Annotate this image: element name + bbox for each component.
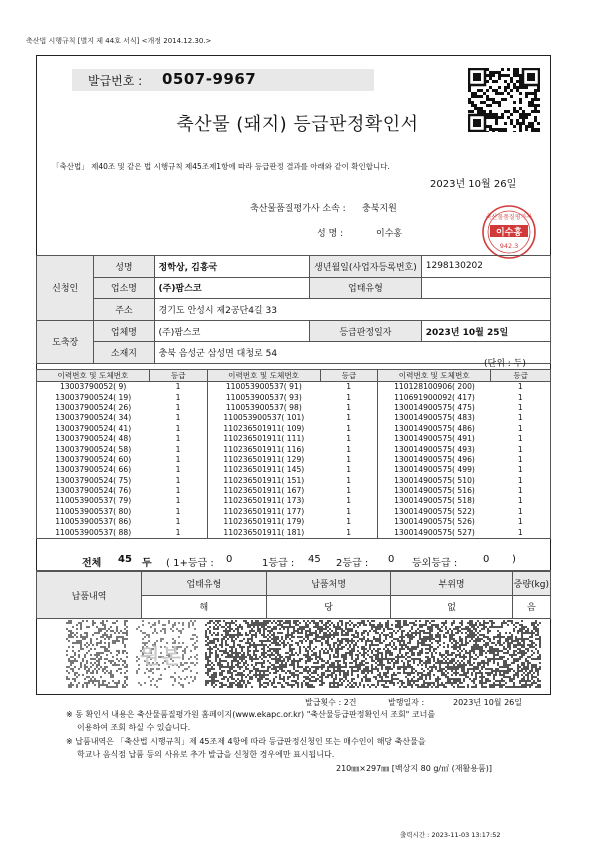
issue-number-label: 발급번호 :: [88, 74, 143, 88]
grade-cell: 1: [346, 402, 352, 412]
trace-number-cell: 110236501911( 109): [207, 424, 320, 434]
grade-cell: 1: [491, 527, 551, 538]
table-row: [37, 392, 551, 402]
issue-number: 0507-9967: [162, 70, 257, 88]
grade-cell: 1: [491, 382, 551, 393]
sh-company: (주)팜스코: [154, 320, 310, 342]
grade-cell: 1: [175, 434, 181, 444]
issue-date-label: 발행일자 :: [388, 698, 425, 707]
trace-number-cell: 130037900524( 60): [37, 455, 150, 465]
evaluator-name: 이수홍: [376, 229, 403, 239]
outgrade-value: 0: [483, 554, 490, 565]
delivery-value: 음: [512, 595, 550, 619]
grade-cell: 1: [175, 486, 181, 496]
grading-date: 2023년 10월 25일: [421, 320, 550, 342]
grade-cell: 1: [346, 486, 352, 496]
trace-number-cell: 110053900537( 101): [207, 413, 320, 423]
sh-company-label: 업체명: [94, 320, 154, 342]
grade-cell: 1: [346, 413, 352, 423]
grade-cell: 1: [491, 444, 551, 454]
grade-cell: 1: [320, 527, 378, 538]
total-unit: 두: [142, 558, 152, 569]
note1-line1: ※ 동 확인서 내용은 축산물품질평가원 홈페이지(www.ekapc.or.kr) "축산물등급판정확인서 조회" 코너를: [66, 710, 436, 719]
table-row: [37, 527, 551, 538]
grade-cell: 1: [175, 454, 181, 464]
grade-cell: 1: [491, 465, 551, 475]
grade1-value: 45: [308, 554, 321, 565]
document-title: 축산물 (돼지) 등급판정확인서: [176, 114, 419, 135]
grade-cell: 1: [491, 424, 551, 434]
table-row: [37, 486, 551, 496]
note2-line2: 학교나 음식점 납품 등의 사유로 추가 발급을 신청한 경우에만 표시됩니다.: [77, 750, 335, 759]
seal-name: 이수홍: [495, 228, 523, 238]
trace-number-cell: 110053900537( 93): [207, 392, 320, 402]
original-copy-mark: 원본: [140, 644, 183, 668]
issue-count: 발급횟수 : 2건: [305, 698, 357, 707]
grade-cell: 1: [175, 475, 181, 485]
delivery-header-biztype: 업태유형: [142, 572, 267, 596]
grade-cell: 1: [491, 434, 551, 444]
print-time: 출력시간 : 2023-11-03 13:17:52: [400, 831, 501, 839]
table-row: [37, 382, 551, 393]
trace-number-cell: 110053900537( 80): [37, 507, 150, 517]
list-header-trace: 이력번호 및 도체번호: [207, 370, 320, 382]
trace-number-cell: 130014900575( 526): [378, 517, 491, 527]
trace-number-cell: 130037900524( 76): [37, 486, 150, 496]
trace-number-cell: 130014900575( 510): [378, 476, 491, 486]
grade-cell: 1: [175, 413, 181, 423]
trace-number-cell: 130014900575( 483): [378, 413, 491, 423]
table-row: [37, 424, 551, 434]
trace-number-cell: 130037900524( 26): [37, 403, 150, 413]
grade2-label: 2등급 :: [336, 558, 369, 569]
list-header-grade: 등급: [491, 370, 551, 382]
trace-number-cell: 130014900575( 475): [378, 403, 491, 413]
trace-number-cell: 110236501911( 145): [207, 465, 320, 475]
address-label: 주소: [94, 299, 154, 321]
delivery-value: 없: [391, 595, 512, 619]
delivery-value: 해: [142, 595, 267, 619]
applicant-name-label: 성명: [94, 256, 154, 278]
grade-cell: 1: [346, 444, 352, 454]
grade-cell: 1: [346, 423, 352, 433]
table-row: [37, 434, 551, 444]
trace-number-cell: 130014900575( 496): [378, 455, 491, 465]
grade-cell: 1: [175, 465, 181, 475]
seal-top-text: 축산물품질평가사: [485, 214, 533, 221]
grade-cell: 1: [346, 475, 352, 485]
trace-number-cell: 130014900575( 493): [378, 444, 491, 454]
grade2-value: 0: [388, 554, 395, 565]
grade-cell: 1: [346, 496, 352, 506]
grade-cell: 1: [491, 403, 551, 413]
table-row: [37, 455, 551, 465]
trace-number-cell: 110053900537( 86): [37, 517, 150, 527]
trace-number-cell: 130037900524( 41): [37, 424, 150, 434]
trace-number-cell: 110236501911( 116): [207, 444, 320, 454]
grading-date-label: 등급판정일자: [310, 320, 422, 342]
grade-cell: 1: [491, 455, 551, 465]
form-header: 축산법 시행규칙 [별지 제 44호 서식] <개정 2014.12.30.>: [26, 37, 212, 45]
trace-number-cell: 110236501911( 177): [207, 507, 320, 517]
sh-location: 충북 음성군 삼성면 대청로 54: [154, 342, 550, 364]
grade-cell: 1: [149, 527, 207, 538]
trace-number-cell: 110053900537( 98): [207, 403, 320, 413]
trace-number-cell: 130037900524( 75): [37, 476, 150, 486]
birth-label: 생년월일(사업자등록번호): [310, 256, 422, 278]
trace-number-cell: 130037900524( 48): [37, 434, 150, 444]
trace-number-cell: 110236501911( 167): [207, 486, 320, 496]
trace-number-cell: 110236501911( 173): [207, 496, 320, 506]
grade-cell: 1: [346, 454, 352, 464]
evaluator-name-label: 성 명 :: [317, 229, 344, 239]
delivery-value: 당: [266, 595, 391, 619]
grade-cell: 1: [491, 392, 551, 402]
delivery-header-part: 부위명: [391, 572, 512, 596]
unit-label: (단위 : 두): [484, 359, 526, 369]
applicant-section-label: 신청인: [37, 256, 94, 321]
confirm-date: 2023년 10월 26일: [430, 179, 517, 190]
table-row: [37, 444, 551, 454]
biztype-label: 업태유형: [310, 277, 422, 299]
trace-number-cell: 130014900575( 527): [378, 527, 491, 538]
grade1-label: 1등급 :: [262, 558, 295, 569]
table-row: [37, 465, 551, 475]
trace-number-cell: 130014900575( 486): [378, 424, 491, 434]
carcass-list-body: [37, 382, 551, 539]
trace-number-cell: 110236501911( 151): [207, 476, 320, 486]
carcass-list-table: [36, 369, 551, 539]
grade-cell: 1: [491, 476, 551, 486]
table-row: [37, 413, 551, 423]
grade-cell: 1: [346, 506, 352, 516]
grade-cell: 1: [175, 382, 181, 392]
totals-close: ): [512, 554, 516, 565]
trace-number-cell: 130014900575( 516): [378, 486, 491, 496]
grade-cell: 1: [491, 413, 551, 423]
trace-number-cell: 110053900537( 79): [37, 496, 150, 506]
note1-line2: 이용하여 조회 하실 수 있습니다.: [77, 723, 191, 732]
evaluator-seal: [481, 204, 537, 260]
applicant-company-label: 업소명: [94, 277, 154, 299]
trace-number-cell: 130014900575( 491): [378, 434, 491, 444]
list-header-grade: 등급: [320, 370, 378, 382]
delivery-table: [36, 571, 551, 619]
grade-cell: 1: [175, 517, 181, 527]
delivery-header-weight: 중량(kg): [512, 572, 550, 596]
applicant-name: 정학상, 김홍국: [154, 256, 310, 278]
table-row: [37, 403, 551, 413]
list-header-grade: 등급: [149, 370, 207, 382]
note2-line1: ※ 납품내역은 「축산법 시행규칙」제 45조제 4항에 따라 등급판정신청인 또는 매수인이 해당 축산물을: [66, 737, 426, 746]
trace-number-cell: 130014900575( 518): [378, 496, 491, 506]
grade1plus-value: 0: [226, 554, 233, 565]
evaluator-org-label: 축산물품질평가사 소속 :: [250, 204, 346, 214]
intro-text: 「축산법」 제40조 및 같은 법 시행규칙 제45조제1항에 따라 등급판정 결과를 아래와 같이 확인합니다.: [52, 162, 390, 171]
evaluator-org: 충북지원: [362, 204, 397, 214]
grade-cell: 1: [175, 402, 181, 412]
grade-cell: 1: [175, 392, 181, 402]
grade-cell: 1: [346, 517, 352, 527]
list-header-trace: 이력번호 및 도체번호: [37, 370, 150, 382]
grade-cell: 1: [491, 486, 551, 496]
sh-location-label: 소재지: [94, 342, 154, 364]
trace-number-cell: 110236501911( 179): [207, 517, 320, 527]
grade-cell: 1: [175, 444, 181, 454]
grade-cell: 1: [491, 517, 551, 527]
outgrade-label: 등외등급 :: [412, 558, 458, 569]
delivery-section-label: 납품내역: [37, 572, 142, 619]
trace-number-cell: 110691900092( 417): [378, 392, 491, 402]
trace-number-cell: 110236501911( 111): [207, 434, 320, 444]
grade-cell: 1: [346, 465, 352, 475]
trace-number-cell: 130037900524( 34): [37, 413, 150, 423]
paper-spec: 210㎜×297㎜ [백상지 80 g/㎡ (재활용품)]: [336, 764, 492, 773]
address-value: 경기도 안성시 제2공단4길 33: [154, 299, 550, 321]
slaughterhouse-section-label: 도축장: [37, 320, 94, 363]
trace-number-cell: 130037900524( 66): [37, 465, 150, 475]
grade-cell: 1: [491, 507, 551, 517]
applicant-table: [36, 255, 551, 364]
trace-number-cell: 13003790052( 9): [37, 382, 150, 393]
grade-cell: 1: [491, 496, 551, 506]
total-label: 전체: [82, 558, 102, 569]
grade-cell: 1: [346, 434, 352, 444]
grade-cell: 1: [175, 506, 181, 516]
applicant-company: (주)팜스코: [154, 277, 310, 299]
total-count: 45: [118, 554, 132, 565]
trace-number-cell: 110053900537( 88): [37, 527, 150, 538]
trace-number-cell: 130014900575( 499): [378, 465, 491, 475]
grade-cell: 1: [346, 382, 352, 392]
grade-cell: 1: [175, 496, 181, 506]
trace-number-cell: 110236501911( 129): [207, 455, 320, 465]
grade1plus-label: ( 1+등급 :: [166, 558, 214, 569]
delivery-header-recipient: 납품처명: [266, 572, 391, 596]
security-pattern-3: [205, 620, 541, 688]
biztype-value: [421, 277, 550, 299]
issue-date: 2023년 10월 26일: [453, 698, 522, 707]
table-row: [37, 496, 551, 506]
trace-number-cell: 110236501911( 181): [207, 527, 320, 538]
table-row: [37, 517, 551, 527]
table-row: [37, 476, 551, 486]
grade-cell: 1: [346, 392, 352, 402]
grade-cell: 1: [175, 423, 181, 433]
grade-totals: [36, 551, 551, 571]
trace-number-cell: 110128100906( 200): [378, 382, 491, 393]
table-row: [37, 507, 551, 517]
trace-number-cell: 110053900537( 91): [207, 382, 320, 393]
birth-value: 1298130202: [421, 256, 550, 278]
trace-number-cell: 130037900524( 58): [37, 444, 150, 454]
list-header-trace: 이력번호 및 도체번호: [378, 370, 491, 382]
security-pattern-1: [66, 620, 128, 688]
trace-number-cell: 130014900575( 522): [378, 507, 491, 517]
trace-number-cell: 130037900524( 19): [37, 392, 150, 402]
seal-number: 942.3: [499, 242, 519, 250]
